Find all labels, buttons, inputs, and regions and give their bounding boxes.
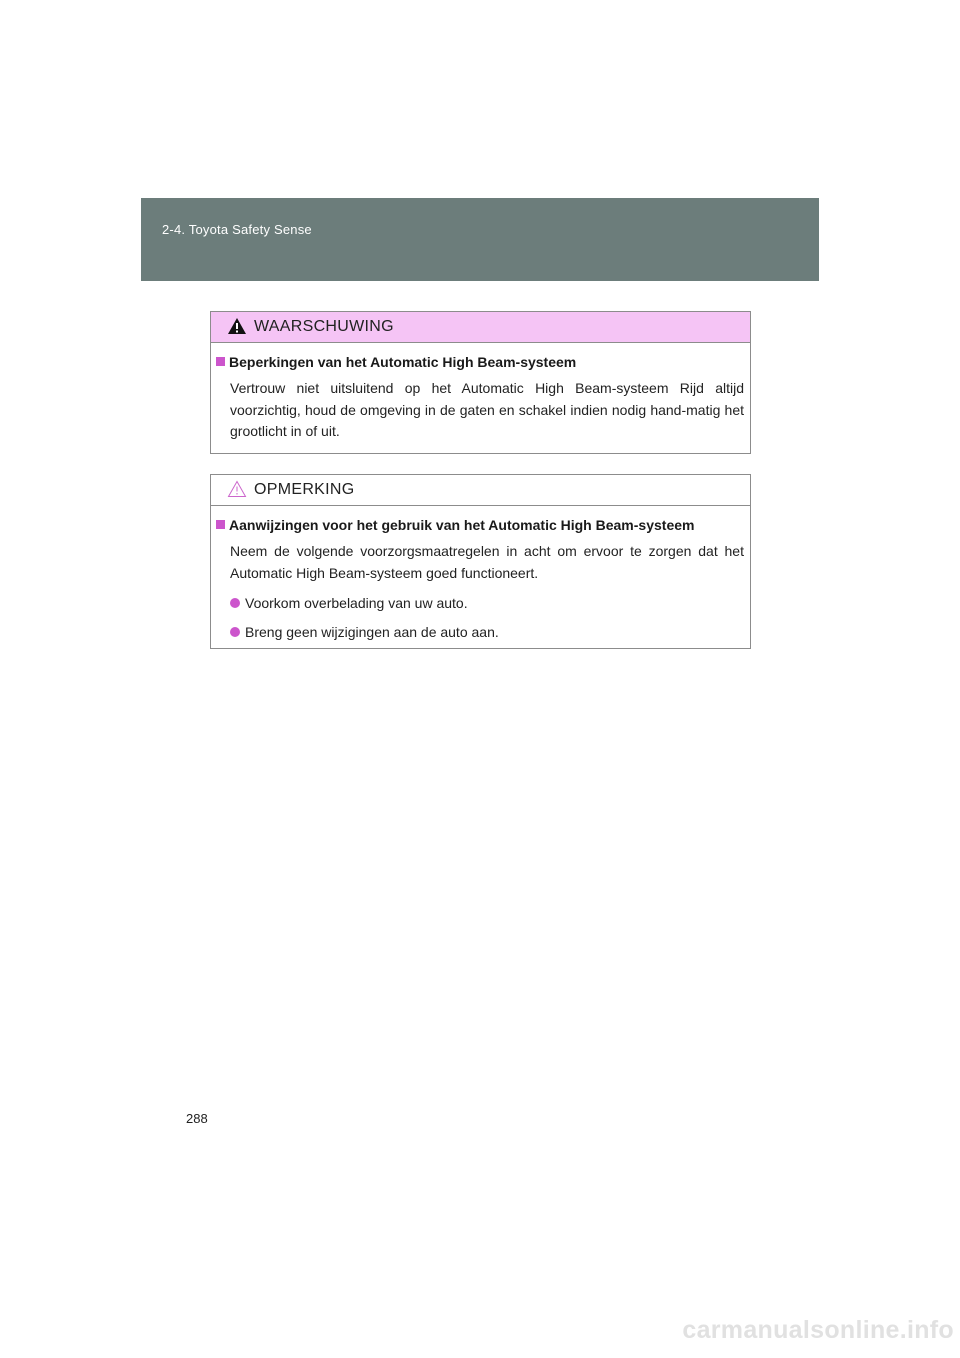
square-bullet-icon <box>216 520 225 529</box>
warning-triangle-outline-icon <box>227 480 247 498</box>
notice-box <box>210 474 751 649</box>
list-item: Voorkom overbelading van uw auto. <box>230 593 744 613</box>
warning-label: WAARSCHUWING <box>254 318 394 335</box>
warning-box-header <box>211 312 750 343</box>
notice-box-header <box>211 475 750 506</box>
section-title: 2-4. Toyota Safety Sense <box>162 222 312 237</box>
warning-box <box>210 311 751 454</box>
notice-label: OPMERKING <box>254 481 355 498</box>
warning-heading-text: Beperkingen van het Automatic High Beam-systeem <box>229 354 577 370</box>
notice-heading-text: Aanwijzingen voor het gebruik van het Automatic High Beam-systeem <box>229 517 695 533</box>
round-bullet-icon <box>230 627 240 637</box>
section-header-band <box>141 198 819 281</box>
notice-heading <box>216 516 744 534</box>
notice-text: Neem de volgende voorzorgsmaatregelen in acht om ervoor te zorgen dat het Automatic High Beam-systeem goed functioneert. <box>230 543 744 581</box>
list-item: Breng geen wijzigingen aan de auto aan. <box>230 622 744 642</box>
square-bullet-icon <box>216 357 225 366</box>
warning-text: Vertrouw niet uitsluitend op het Automatic High Beam-systeem Rijd altijd voorzichtig, houd de omgeving in de gaten en schakel indien nodig hand-matig het grootlicht in of uit. <box>230 380 744 439</box>
warning-triangle-filled-icon <box>227 317 247 335</box>
warning-heading <box>216 353 744 371</box>
round-bullet-icon <box>230 598 240 608</box>
watermark: carmanualsonline.info <box>682 1316 954 1344</box>
page-number: 288 <box>186 1111 208 1126</box>
